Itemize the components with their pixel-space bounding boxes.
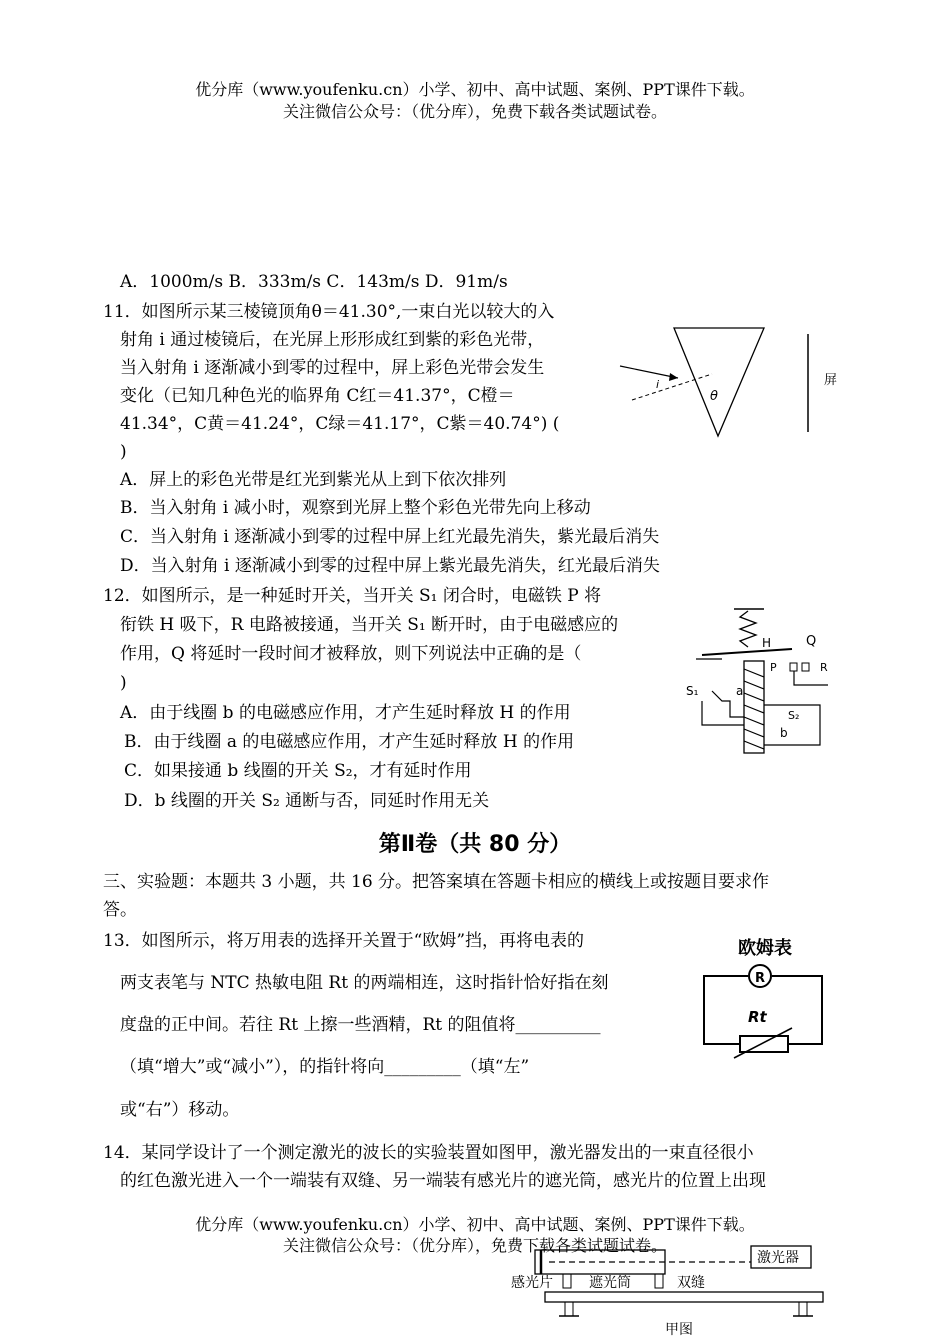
q11-option-c: C．当入射角 i 逐渐减小到零的过程中屏上红光最先消失，紫光最后消失 [120,527,660,547]
prism-figure [612,318,852,443]
q12-option-d: D．b 线圈的开关 S₂ 通断与否，同延时作用无关 [124,791,490,811]
tube-label: 遮光筒 [589,1275,631,1291]
q11-line-2: 射角 i 通过棱镜后，在光屏上形形成红到紫的彩色光带， [120,330,545,350]
q12-option-b: B．由于线圈 a 的电磁感应作用，才产生延时释放 H 的作用 [124,732,575,752]
header-line-1: 优分库（www.youfenku.cn）小学、初中、高中试题、案例、PPT课件下载。 [195,80,755,99]
q12-line-4: ) [120,673,127,693]
q13-line-4: （填“增大”或“减小”），的指针将向_________（填“左” [120,1057,530,1077]
label-q: Q [806,634,817,649]
label-s2: S₂ [788,709,800,722]
q11-option-b: B．当入射角 i 减小时，观察到光屏上整个彩色光带先向上移动 [120,498,591,518]
footer-line-2: 关注微信公众号：（优分库），免费下载各类试题试卷。 [282,1236,667,1255]
prism-theta-label: θ [710,389,718,404]
label-h: H [762,636,772,650]
q11-line-3: 当入射角 i 逐渐减小到零的过程中，屏上彩色光带会发生 [120,358,545,378]
q12-line-1: 12．如图所示，是一种延时开关，当开关 S₁ 闭合时，电磁铁 P 将 [103,586,602,606]
q13-line-5: 或“右”）移动。 [120,1100,240,1120]
rt-label: Rt [748,1008,767,1026]
q11-line-1: 11．如图所示某三棱镜顶角θ＝41.30°,一束白光以较大的入 [103,302,555,322]
q12-option-c: C．如果接通 b 线圈的开关 S₂，才有延时作用 [124,761,472,781]
q14-line-1: 14．某同学设计了一个测定激光的波长的实验装置如图甲，激光器发出的一束直径很小 [103,1143,754,1163]
q11-option-a: A．屏上的彩色光带是红光到紫光从上到下依次排列 [120,470,507,490]
section-3-line-2: 答。 [103,900,137,920]
ohmmeter-r-label: R [755,971,766,986]
q11-line-6: ) [120,442,127,462]
q10-options: A．1000m/s B．333m/s C．143m/s D．91m/s [120,272,508,292]
delay-switch-figure [682,605,832,760]
q12-line-3: 作用，Q 将延时一段时间才被释放，则下列说法中正确的是（ [120,644,582,664]
label-s1: S₁ [686,684,699,698]
section-3-line-1: 三、实验题：本题共 3 小题，共 16 分。把答案填在答题卡相应的横线上或按题目要求作 [103,872,770,892]
slit-label: 双缝 [677,1275,705,1291]
laser-apparatus-figure [505,1242,835,1342]
label-b: b [780,726,788,740]
screen-label: 屏 [824,373,838,388]
q13-line-1: 13．如图所示，将万用表的选择开关置于“欧姆”挡，再将电表的 [103,931,585,951]
q13-line-2: 两支表笔与 NTC 热敏电阻 Rt 的两端相连，这时指针恰好指在刻 [120,973,609,993]
label-p: P [770,661,777,674]
prism-i-label: i [656,378,660,391]
q14-line-2: 的红色激光进入一个一端装有双缝、另一端装有感光片的遮光筒，感光片的位置上出现 [120,1171,766,1191]
q11-option-d: D．当入射角 i 逐渐减小到零的过程中屏上紫光最先消失，红光最后消失 [120,556,660,576]
laser-label: 激光器 [757,1250,799,1266]
footer-line-1: 优分库（www.youfenku.cn）小学、初中、高中试题、案例、PPT课件下载。 [195,1215,755,1234]
q11-line-4: 变化（已知几种色光的临界角 C红＝41.37°，C橙＝ [120,386,515,406]
ohmmeter-figure [696,930,832,1060]
q12-option-a: A．由于线圈 b 的电磁感应作用，才产生延时释放 H 的作用 [120,703,571,723]
film-label: 感光片 [511,1275,553,1291]
label-r: R [820,661,828,674]
q13-line-3: 度盘的正中间。若往 Rt 上擦一些酒精，Rt 的阻值将__________ [120,1015,601,1035]
q12-line-2: 衔铁 H 吸下，R 电路被接通，当开关 S₁ 断开时，由于电磁感应的 [120,615,619,635]
label-a: a [736,684,744,698]
ohmmeter-title: 欧姆表 [738,938,792,959]
q11-line-5: 41.34°，C黄＝41.24°，C绿＝41.17°，C紫＝40.74°) ( [120,414,560,434]
section-2-title: 第Ⅱ卷（共 80 分） [378,832,572,857]
header-line-2: 关注微信公众号：（优分库），免费下载各类试题试卷。 [282,102,667,121]
figure-caption: 甲图 [665,1322,693,1338]
